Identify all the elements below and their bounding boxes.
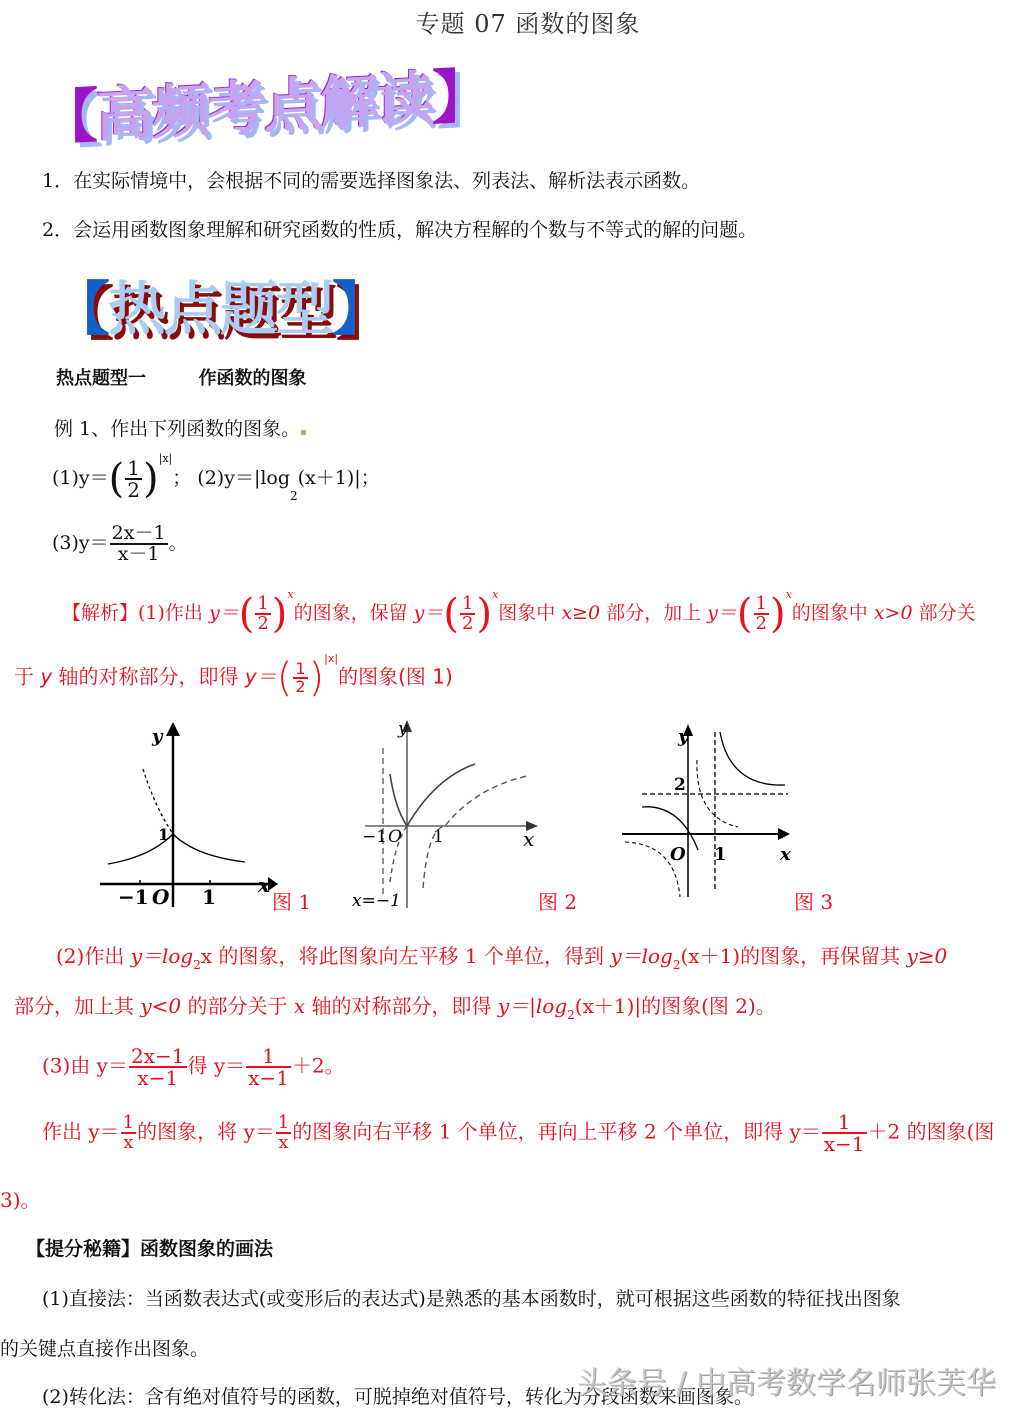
sol2-l2a: 部分，加上其 bbox=[14, 994, 141, 1018]
inv-num: 1 bbox=[277, 1112, 290, 1133]
inv-den: x bbox=[121, 1132, 136, 1152]
half-num: 1 bbox=[257, 593, 269, 614]
figure-2-graph bbox=[350, 718, 550, 908]
solution1-line1: 【解析】(1)作出 y＝( $\frac{1}{2}$ )$^x$的图象，保留 y＝( $\frac{1}{2}$ )$^x$图象中 x≥0 部分，加上 y＝( $\frac{1}{2}$ )$^x$的图象中 x>0 部分关 bbox=[62, 588, 976, 637]
sol2-l2c: 的部分关于 bbox=[181, 994, 294, 1018]
fig2-y-label: y bbox=[398, 719, 408, 739]
example-intro: 例 1、作出下列函数的图象。▪ bbox=[54, 418, 307, 440]
sol1-text: (1)作出 bbox=[138, 602, 209, 624]
watermark-text: 头条号 / 中高考数学名师张芙华 bbox=[576, 1366, 996, 1401]
f2-text: (2)y＝|log bbox=[197, 467, 291, 489]
fig2-x-label: x bbox=[523, 827, 535, 851]
solution3-line3: 3)。 bbox=[0, 1188, 41, 1212]
sol3-g-num: 1 bbox=[837, 1110, 851, 1134]
banner-text: 高频考点解读 bbox=[96, 64, 433, 150]
banner-bracket-close: 】 bbox=[332, 275, 389, 343]
f3-denominator: x－1 bbox=[110, 543, 168, 564]
f3-end: 。 bbox=[168, 532, 188, 554]
f1-exponent: |x| bbox=[158, 452, 173, 465]
sol2-l1a: (2)作出 bbox=[56, 944, 131, 968]
exp-absx: |x| bbox=[324, 652, 339, 665]
sol2-l2g: (x＋1)|的图象(图 2)。 bbox=[574, 994, 776, 1018]
exp-x: x bbox=[785, 588, 792, 601]
sol3-l2b: 的图象，将 y＝ bbox=[137, 1119, 275, 1144]
sol1-s2: 图象中 bbox=[498, 602, 562, 624]
fig3-x-label: x bbox=[780, 844, 791, 865]
fig1-y-label: y bbox=[152, 726, 163, 747]
sol3-b: 得 y＝ bbox=[187, 1053, 246, 1078]
section-heading bbox=[56, 364, 307, 390]
figure-3-graph bbox=[620, 722, 800, 902]
half-den: 2 bbox=[462, 613, 474, 634]
banner-text: 热点题型 bbox=[108, 275, 333, 343]
fig2-neg1-label: −1 bbox=[362, 827, 388, 847]
figure-2-caption: 图 2 bbox=[538, 890, 578, 914]
sol1-s5: 部分关 bbox=[912, 602, 976, 624]
sol1-l2c: 的图象(图 1) bbox=[338, 664, 453, 689]
sol3-g-num: 1 bbox=[262, 1044, 275, 1068]
banner-high-frequency bbox=[40, 48, 488, 155]
objective-1: 1．在实际情境中，会根据不同的需要选择图象法、列表法、解析法表示函数。 bbox=[42, 170, 701, 192]
solution2-line2 bbox=[14, 990, 776, 1022]
solution3-line1 bbox=[42, 1046, 345, 1088]
inv-den: x bbox=[276, 1132, 291, 1152]
exp-x: x bbox=[287, 588, 294, 601]
tips-p2: (2)转化法：含有绝对值符号的函数，可脱掉绝对值符号，转化为分段函数来画图象。 bbox=[42, 1386, 753, 1408]
fig1-one-label: 1 bbox=[158, 825, 170, 844]
fig3-two-label: 2 bbox=[674, 775, 686, 795]
sol1-s4: 的图象中 bbox=[791, 602, 874, 624]
f3-prefix: (3)y＝ bbox=[52, 532, 109, 554]
inv-num: 1 bbox=[122, 1112, 135, 1133]
sol2-sub: 2 bbox=[567, 1008, 575, 1022]
sol3-a: (3)由 y＝ bbox=[42, 1053, 128, 1078]
sol1-y-eq: y＝ bbox=[208, 602, 239, 624]
sol1-s3: 部分，加上 bbox=[600, 602, 708, 624]
banner-hot-topics bbox=[52, 262, 388, 346]
fig3-origin-label: O bbox=[670, 844, 686, 865]
banner-bracket-open: 【 bbox=[40, 81, 97, 153]
half-den: 2 bbox=[257, 613, 269, 634]
sol1-l2a: 于 bbox=[14, 664, 41, 689]
fig1-origin-label: O bbox=[152, 885, 170, 909]
sol2-l1e: (x＋1)的图象，再保留其 bbox=[680, 944, 907, 968]
sol1-y-eq: y＝ bbox=[413, 602, 444, 624]
cond1: x≥0 bbox=[561, 602, 601, 624]
figure-3-caption: 图 3 bbox=[794, 890, 834, 914]
sol3-f-num: 2x−1 bbox=[131, 1044, 185, 1068]
section-label: 热点题型一 bbox=[56, 368, 146, 389]
fig3-pos1-label: 1 bbox=[714, 844, 727, 865]
f1-separator: ； bbox=[172, 467, 192, 489]
sol1-y-eq: y＝ bbox=[244, 664, 277, 689]
f3-numerator: 2x－1 bbox=[111, 522, 166, 544]
fig2-pos1-label: 1 bbox=[433, 827, 444, 847]
page-title: 专题 07 函数的图象 bbox=[415, 10, 641, 38]
banner-bracket-open: 【 bbox=[52, 275, 109, 343]
sol3-l2d: ＋2 的图象(图 bbox=[867, 1119, 995, 1144]
fig3-y-label: y bbox=[678, 726, 689, 747]
sol2-l2e: 轴的对称部分，即得 bbox=[305, 994, 498, 1018]
sol3-c: ＋2。 bbox=[291, 1053, 345, 1078]
figure-1-caption: 图 1 bbox=[272, 890, 312, 914]
sol2-l1b: y＝log bbox=[130, 944, 194, 968]
f1-prefix: (1)y＝ bbox=[52, 467, 109, 489]
half-den: 2 bbox=[295, 677, 306, 696]
fig1-neg1-label: −1 bbox=[118, 885, 149, 909]
sol2-sub: 2 bbox=[193, 958, 201, 972]
sol2-l2d: x bbox=[293, 994, 306, 1018]
sol1-l2b: 轴的对称部分，即得 bbox=[52, 664, 245, 689]
sol2-l1d: y＝log bbox=[610, 944, 673, 968]
f1-denominator: 2 bbox=[127, 478, 140, 502]
fig1-x-label: x bbox=[258, 873, 270, 897]
half-num: 1 bbox=[462, 593, 474, 614]
cond2: x>0 bbox=[873, 602, 913, 624]
sol2-l2f: y＝|log bbox=[497, 994, 568, 1018]
sol1-l2y: y bbox=[40, 664, 53, 689]
fig2-origin-label: O bbox=[388, 827, 402, 847]
sol1-y-eq: y＝ bbox=[707, 602, 737, 624]
section-title: 作函数的图象 bbox=[198, 368, 307, 389]
solution3-line2 bbox=[42, 1112, 994, 1154]
formula-1-2: (1)y＝( $\frac{1}{2}$ )$^{|x|}$； (2)y＝|log2(x＋1)|； bbox=[52, 452, 380, 503]
objective-2: 2．会运用函数图象理解和研究函数的性质，解决方程解的个数与不等式的解的问题。 bbox=[42, 219, 758, 241]
formula-3 bbox=[52, 524, 188, 564]
sol3-l2c: 的图象向右平移 1 个单位，再向上平移 2 个单位，即得 y＝ bbox=[292, 1119, 821, 1144]
sol3-g-den: x−1 bbox=[248, 1066, 289, 1090]
sol3-l2a: 作出 y＝ bbox=[42, 1119, 120, 1144]
banner-bracket-close: 】 bbox=[432, 61, 489, 133]
f2-tail: (x＋1)|； bbox=[297, 467, 380, 489]
sol3-f-den: x−1 bbox=[129, 1066, 187, 1088]
example-intro-text: 例 1、作出下列函数的图象。 bbox=[54, 418, 301, 440]
tips-p1-line1: (1)直接法：当函数表达式(或变形后的表达式)是熟悉的基本函数时，就可根据这些函数的特征找出图象 bbox=[42, 1288, 901, 1310]
sol3-g-den: x−1 bbox=[823, 1132, 865, 1156]
fig2-asymptote-label: x=−1 bbox=[352, 891, 401, 908]
sol2-sub: 2 bbox=[672, 958, 681, 972]
sol2-l1c: x 的图象，将此图象向左平移 1 个单位，得到 bbox=[200, 944, 611, 968]
f2-subscript: 2 bbox=[290, 489, 298, 503]
exp-x: x bbox=[492, 588, 499, 601]
half-num: 1 bbox=[295, 659, 306, 678]
sol2-l2b: y<0 bbox=[140, 994, 182, 1018]
tips-heading: 【提分秘籍】函数图象的画法 bbox=[26, 1238, 274, 1260]
solution-tag: 【解析】 bbox=[62, 602, 139, 624]
half-num: 1 bbox=[755, 593, 767, 614]
figure-1-graph bbox=[100, 722, 280, 912]
solution1-line2: 于 y 轴的对称部分，即得 y＝( $\frac{1}{2}$ )$^{|x|}$的图象(图 1) bbox=[14, 652, 453, 701]
f1-numerator: 1 bbox=[127, 456, 140, 480]
solution2-line1 bbox=[56, 940, 948, 972]
tips-p1-line2: 的关键点直接作出图象。 bbox=[0, 1338, 210, 1360]
sol2-l1f: y≥0 bbox=[906, 944, 948, 968]
half-den: 2 bbox=[755, 613, 767, 634]
fig1-pos1-label: 1 bbox=[202, 885, 216, 909]
sol1-s1: 的图象，保留 bbox=[293, 602, 414, 624]
